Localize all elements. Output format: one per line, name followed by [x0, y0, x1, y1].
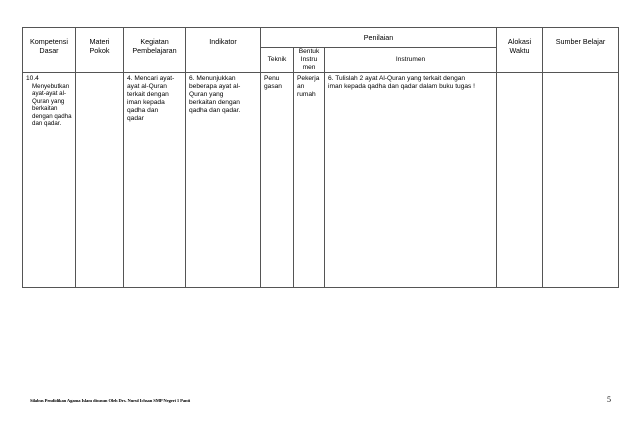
page-number: 5 [607, 395, 611, 404]
header-instrumen: Instrumen [325, 48, 497, 73]
cell-instrumen: 6. Tulislah 2 ayat Al-Quran yang terkait dengan iman kepada qadha dan qadar dalam buku tugas ! [325, 73, 497, 288]
kegiatan-text: 4. Mencari ayat- ayat al-Quran terkait dengan iman kepada qadha dan qadar [127, 75, 175, 122]
cell-kompetensi-dasar [23, 73, 76, 288]
kd-text: Menyebutkan ayat-ayat al- Quran yang berkaitan dengan qadha dan qadar. [32, 82, 72, 127]
header-bentuk-instrumen: Bentuk Instru men [294, 48, 325, 73]
cell-indikator [186, 73, 261, 288]
cell-sumber-belajar [543, 73, 619, 288]
header-alokasi-waktu: Alokasi Waktu [497, 28, 543, 73]
table-row [23, 73, 619, 288]
header-sumber-belajar: Sumber Belajar [543, 28, 619, 73]
cell-kegiatan [124, 73, 186, 288]
cell-bentuk: Pekerja an rumah [294, 73, 325, 288]
cell-alokasi-waktu [497, 73, 543, 288]
kd-number: 10.4 [26, 75, 39, 82]
cell-teknik: Penu gasan [261, 73, 294, 288]
header-materi-pokok: Materi Pokok [76, 28, 124, 73]
cell-materi-pokok [76, 73, 124, 288]
header-teknik: Teknik [261, 48, 294, 73]
header-kegiatan-pembelajaran: Kegiatan Pembelajaran [124, 28, 186, 73]
syllabus-table [22, 27, 619, 288]
header-indikator: Indikator [186, 28, 261, 73]
header-kompetensi-dasar: Kompetensi Dasar [23, 28, 76, 73]
header-penilaian: Penilaian [261, 28, 497, 48]
footer-text: Silabus Pendidikan Agama Islam disusun Oleh Drs. Nurul Ichsan SMP Negeri 1 Panti [30, 398, 191, 403]
indikator-text: 6. Menunjukkan beberapa ayat al- Quran yang berkaitan dengan qadha dan qadar. [189, 75, 241, 114]
